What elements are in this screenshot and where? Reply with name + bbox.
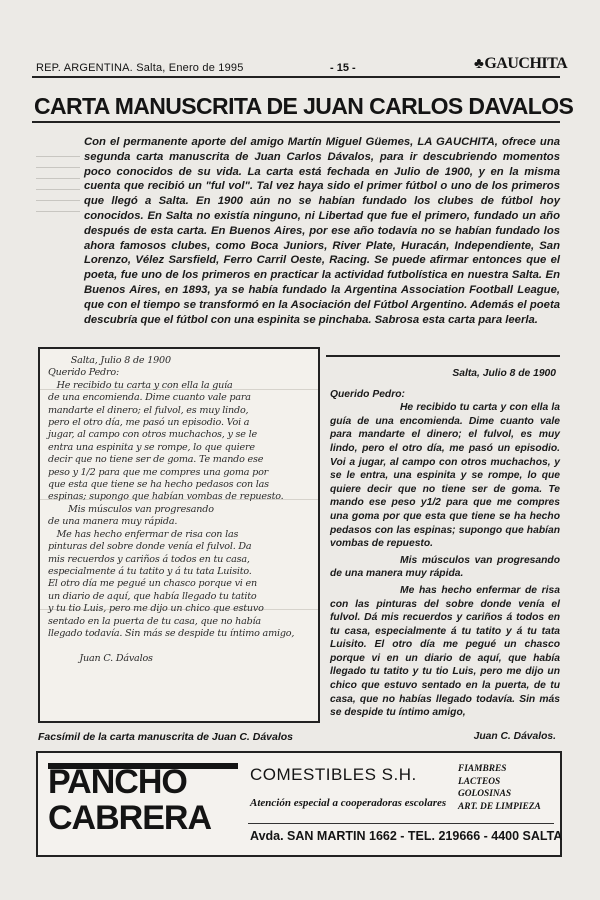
ad-product: GOLOSINAS [458, 789, 512, 799]
header-rule [32, 76, 560, 78]
article-title: CARTA MANUSCRITA DE JUAN CARLOS DAVALOS [34, 93, 574, 119]
ad-brand-line2: CABRERA [48, 799, 211, 837]
ad-product: LACTEOS [458, 776, 501, 787]
ad-tagline: Atención especial a cooperadoras escolares [250, 797, 447, 809]
header-dateline: REP. ARGENTINA. Salta, Enero de 1995 [36, 62, 244, 74]
ad-product: FIAMBRES [458, 764, 507, 774]
letter-paragraph: He recibido tu carta y con ella la guía de una encomienda. Dime cuanto vale para mandarte el dinero; el fulvol, es muy lindo, pero el otro día, me pasó un episodio. Voi a jugar, al campo con otros muchachos, y se le entra, una espinita y se rompe, lo que quiere decir que no tiene ser de goma. Te mando ese peso y1/2 para que me compres una goma por que esta que tiene se ha hecho pedasos con las espinas; supongo que habían vombas de repuesto. [330, 402, 560, 550]
facsimile-caption: Facsímil de la carta manuscrita de Juan C. Dávalos [38, 731, 294, 743]
handwritten-letter: Salta, Julio 8 de 1900 Querido Pedro: He recibido tu carta y con ella la guía de una encomienda. Dime cuanto vale para mandarte el dinero; el fulvol, es muy lindo, pero el otro día, me pasó un episodio. Voi a jugar, al campo con otros muchachos, y se le entra una espinita y se rompe, lo que quiere decir que no tiene ser de goma. Te mando ese peso y 1/2 para que me compres una goma por que esta que tiene se ha hecho pedasos con las espinas; supongo que habían vombas de repuesto. Mis músculos van progresando de una manera muy rápida. Me has hecho enfermar de risa con las pinturas del sobre donde venía el fulvol. Da mis recuerdos y cariños á todos en tu casa, especialmente á tu tatito y á tu tata Luisito. El otro día me pegué un chasco porque vi en un diario de aquí, que había llegado tu tatito y tu tio Luis, pero me dijo un chico que estuvo sentado en la puerta de tu casa, que no había llegado todavía. Sin más se despide tu íntimo amigo, Juan C. Dávalos [48, 355, 295, 664]
bleed-through-texture [36, 150, 80, 330]
letter-salutation: Querido Pedro: [330, 388, 405, 400]
ad-rule [248, 823, 554, 824]
letter-transcription [330, 367, 560, 743]
ad-product: ART. DE LIMPIEZA [458, 801, 541, 812]
title-rule [32, 121, 560, 123]
letter-paragraph: Me has hecho enfermar de risa con las pinturas del sobre donde venía el fulvol. Dá mis recuerdos y cariños á todos en tu casa, especialmente á tu tatito y á tu tata Luisito. El otro día me pegué un chasco porque vi en un diario de aquí, que había llegado tu tatito y tu tio Luis, pero me dijo un chico que estuvo sentado en la puerta, de tu casa, que no habías llegado todavía. Sin más se despide tu íntimo amigo, [330, 584, 560, 719]
advertisement [36, 751, 562, 857]
letter-signature: Juan C. Dávalos. [473, 730, 556, 742]
page-number: - 15 - [330, 62, 356, 74]
letter-date: Salta, Julio 8 de 1900 [452, 368, 556, 379]
ad-address: Avda. SAN MARTIN 1662 - TEL. 219666 - 4400 SALTA [250, 829, 563, 843]
ad-product-list [458, 763, 541, 813]
publication-name: GAUCHITA [484, 55, 568, 72]
ad-company: COMESTIBLES S.H. [250, 765, 417, 784]
letter-facsimile-image [38, 347, 320, 723]
publication-logo [474, 55, 567, 73]
gaucho-logo-icon: ♣ [474, 56, 484, 72]
letter-rule [326, 355, 560, 357]
article-intro: Con el permanente aporte del amigo Martín Miguel Güemes, LA GAUCHITA, ofrece una segunda carta manuscrita de Juan Carlos Dávalos, para ir descubriendo momentos poco conocidos de su vida. La carta está fechada en Julio de 1900, y en la misma cuenta que recibió un "ful vol". Tal vez haya sido el primer fútbol o uno de los primeros que llegó a Salta. En 1900 aún no se habían fundado los clubes de fútbol hoy conocidos. En Salta no existía ninguno, ni Libertad que fue el primero, fundado un año después de esta carta. En Buenos Aires, por ese año todavía no se habían fundado los ahora famosos clubes, como Boca Juniors, River Plate, Huracán, Independiente, San Lorenzo, Vélez Sarsfield, Ferro Carril Oeste, Racing. Se puede afirmar entonces que el poeta, fue uno de los primeros en practicar la actividad futbolística en nuestra Salta. En Buenos Aires, en 1893, ya se había fundado la Argentina Association Football League, que con el tiempo se transformó en la Asociación del Fútbol Argentino. Además el poeta descubría que el fútbol con una espinita se pinchaba. Sabrosa esta carta para leerla. [84, 136, 560, 326]
letter-paragraph: Mis músculos van progresando de una manera muy rápida. [330, 554, 560, 580]
ad-brand-line1: PANCHO [48, 763, 187, 801]
